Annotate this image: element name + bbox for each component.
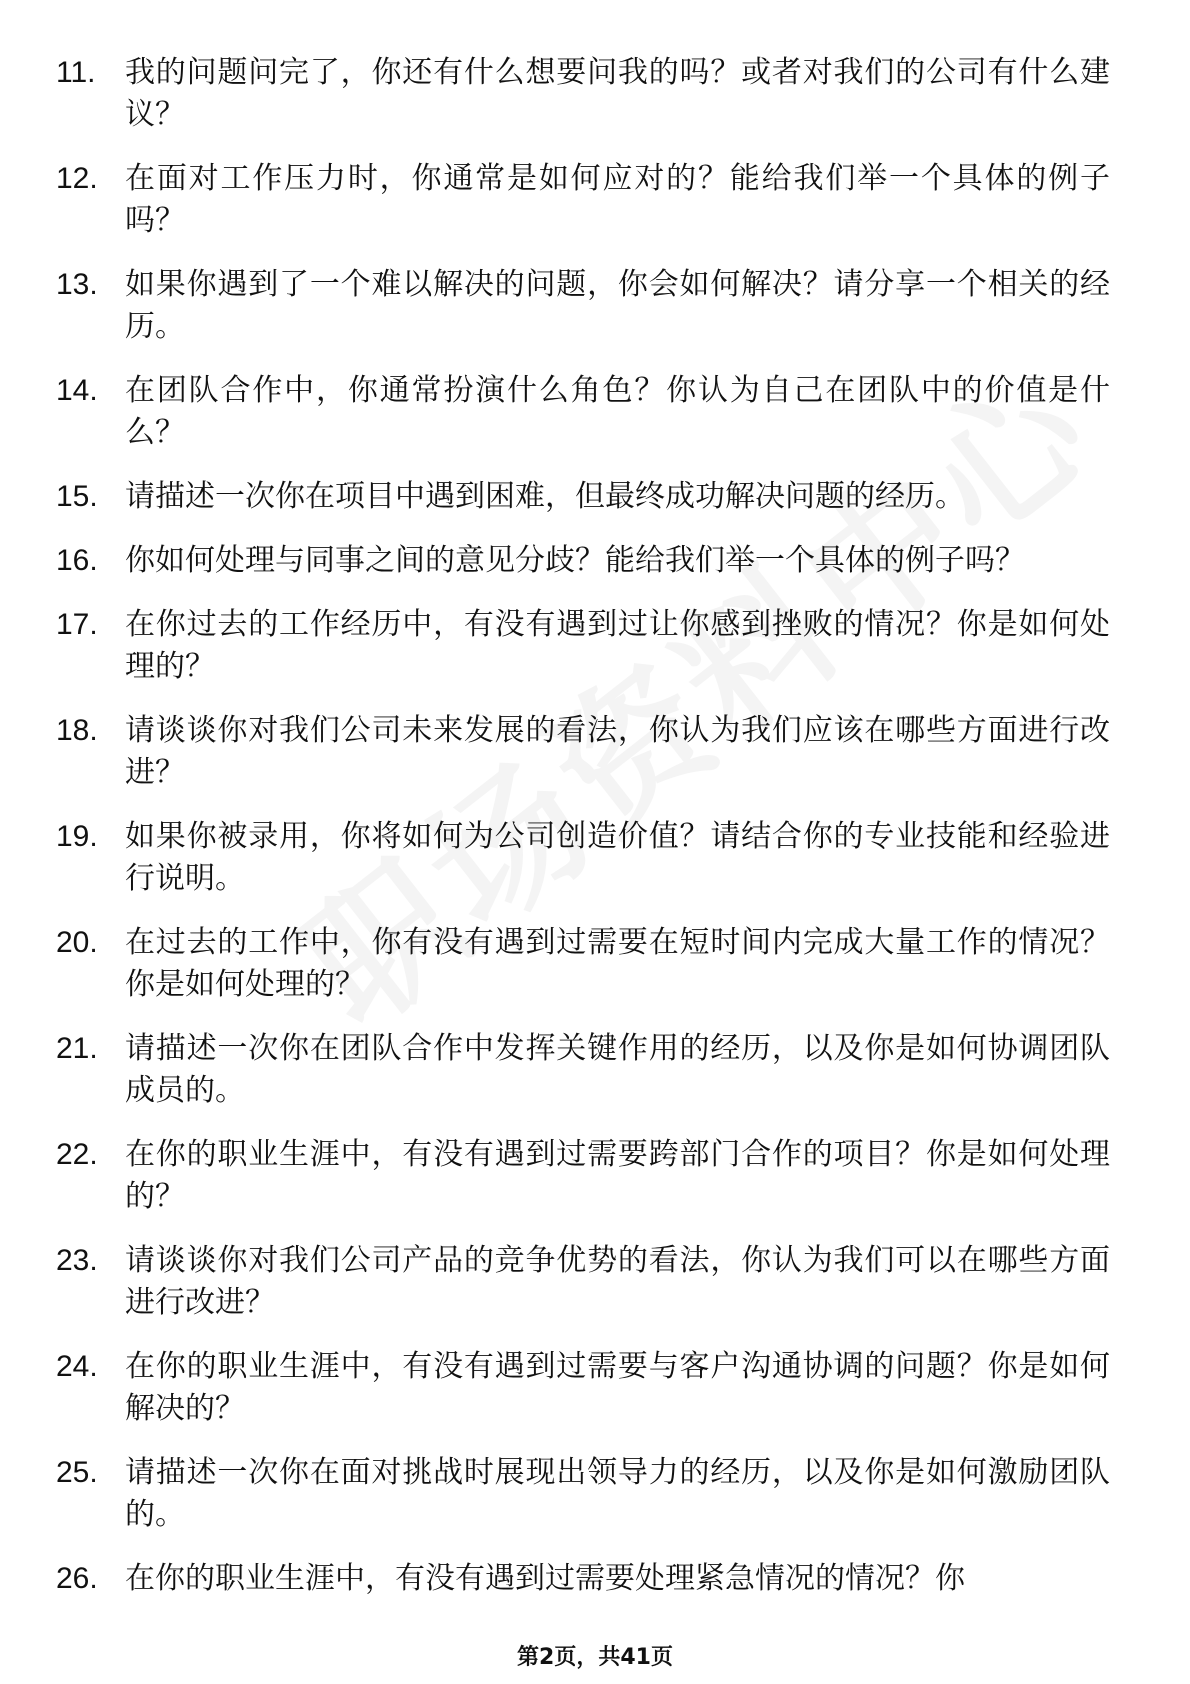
question-item	[0, 710, 1190, 794]
question-number: 20.	[56, 926, 98, 959]
question-number: 13.	[56, 268, 98, 301]
question-number: 23.	[56, 1244, 98, 1277]
question-item	[0, 52, 1190, 136]
question-item	[0, 1452, 1190, 1536]
question-item	[0, 1134, 1190, 1218]
question-number: 26.	[56, 1562, 98, 1595]
question-text: 请描述一次你在项目中遇到困难，但最终成功解决问题的经历。	[125, 479, 965, 514]
question-text: 在你过去的工作经历中，有没有遇到过让你感到挫败的情况？你是如何处理的？	[125, 607, 1110, 684]
question-number: 15.	[56, 480, 98, 513]
question-item	[0, 816, 1190, 900]
question-text: 请描述一次你在面对挑战时展现出领导力的经历，以及你是如何激励团队的。	[125, 1455, 1110, 1532]
question-text: 请描述一次你在团队合作中发挥关键作用的经历，以及你是如何协调团队成员的。	[125, 1031, 1110, 1108]
question-item	[0, 1346, 1190, 1430]
question-list	[0, 52, 1190, 1622]
question-number: 14.	[56, 374, 98, 407]
question-number: 17.	[56, 608, 98, 641]
page-number-label: 第2页，共41页	[517, 1645, 673, 1670]
question-item	[0, 264, 1190, 348]
question-text: 在过去的工作中，你有没有遇到过需要在短时间内完成大量工作的情况？你是如何处理的？	[125, 925, 1110, 1002]
question-text: 如果你遇到了一个难以解决的问题，你会如何解决？请分享一个相关的经历。	[125, 267, 1110, 344]
question-text: 在团队合作中，你通常扮演什么角色？你认为自己在团队中的价值是什么？	[125, 373, 1110, 450]
question-number: 21.	[56, 1032, 98, 1065]
question-text: 你如何处理与同事之间的意见分歧？能给我们举一个具体的例子吗？	[125, 543, 1025, 578]
question-text: 在你的职业生涯中，有没有遇到过需要跨部门合作的项目？你是如何处理的？	[125, 1137, 1110, 1214]
question-text: 在面对工作压力时，你通常是如何应对的？能给我们举一个具体的例子吗？	[125, 161, 1110, 238]
question-item	[0, 1558, 1190, 1600]
question-number: 25.	[56, 1456, 98, 1489]
question-text: 请谈谈你对我们公司未来发展的看法，你认为我们应该在哪些方面进行改进？	[125, 713, 1110, 790]
question-text: 我的问题问完了，你还有什么想要问我的吗？或者对我们的公司有什么建议？	[125, 55, 1110, 132]
page-footer	[0, 1640, 1190, 1671]
question-item	[0, 540, 1190, 582]
question-number: 11.	[56, 56, 96, 89]
question-item	[0, 158, 1190, 242]
question-text: 在你的职业生涯中，有没有遇到过需要与客户沟通协调的问题？你是如何解决的？	[125, 1349, 1110, 1426]
question-item	[0, 1240, 1190, 1324]
question-text: 在你的职业生涯中，有没有遇到过需要处理紧急情况的情况？你	[125, 1561, 965, 1596]
question-text: 请谈谈你对我们公司产品的竞争优势的看法，你认为我们可以在哪些方面进行改进？	[125, 1243, 1110, 1320]
question-item	[0, 476, 1190, 518]
question-number: 24.	[56, 1350, 98, 1383]
question-item	[0, 922, 1190, 1006]
question-number: 18.	[56, 714, 98, 747]
question-number: 16.	[56, 544, 98, 577]
question-text: 如果你被录用，你将如何为公司创造价值？请结合你的专业技能和经验进行说明。	[125, 819, 1110, 896]
question-number: 22.	[56, 1138, 98, 1171]
question-item	[0, 604, 1190, 688]
question-item	[0, 1028, 1190, 1112]
question-number: 12.	[56, 162, 98, 195]
question-number: 19.	[56, 820, 98, 853]
question-item	[0, 370, 1190, 454]
